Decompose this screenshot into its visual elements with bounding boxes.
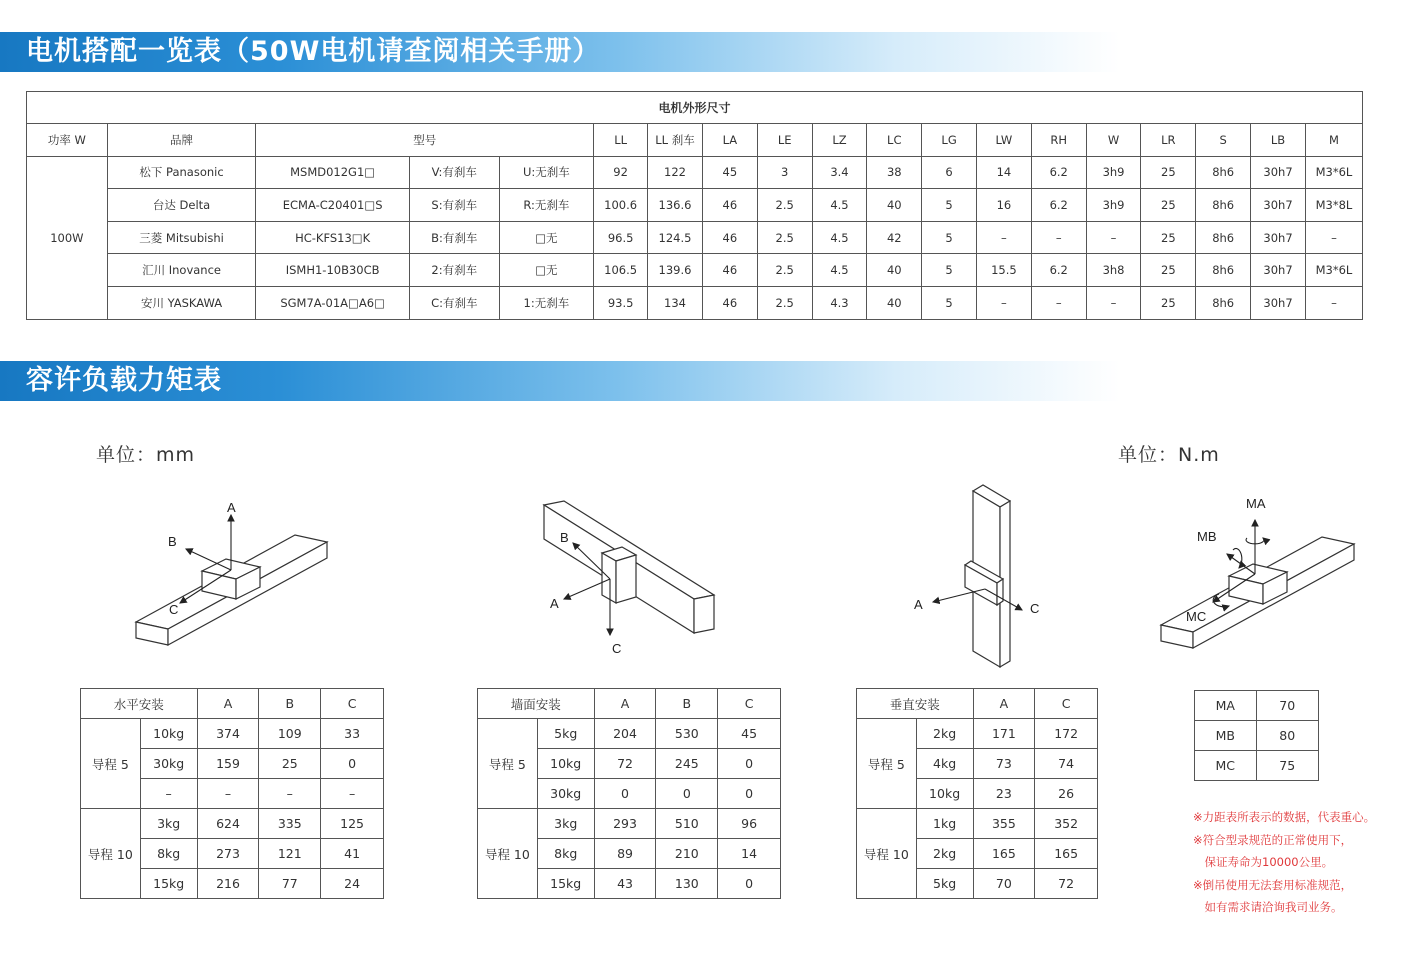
load-cell: 5kg xyxy=(537,719,594,749)
dim-cell: – xyxy=(1086,221,1141,254)
load-cell: 10kg xyxy=(916,779,973,809)
dim-cell: 4.5 xyxy=(812,221,867,254)
value-cell: 0 xyxy=(718,779,781,809)
dim-cell: 8h6 xyxy=(1196,221,1251,254)
model-cell: ECMA-C20401□S xyxy=(256,189,410,222)
value-cell: 74 xyxy=(1035,749,1098,779)
dim-cell: 42 xyxy=(867,221,922,254)
moment-value: 75 xyxy=(1256,751,1318,781)
load-cell: 10kg xyxy=(537,749,594,779)
dim-cell: 6.2 xyxy=(1031,189,1086,222)
header-dim: LR xyxy=(1141,124,1196,157)
table-header-row xyxy=(857,689,1098,719)
table-row xyxy=(27,156,1363,189)
section-title-load-moment: 容许负载力矩表 xyxy=(26,365,222,396)
table-row xyxy=(81,719,384,749)
header-dim: W xyxy=(1086,124,1141,157)
dim-cell: 4.5 xyxy=(812,254,867,287)
table-title: 墙面安装 xyxy=(478,689,595,719)
dim-cell: 8h6 xyxy=(1196,286,1251,319)
axis-label-a: A xyxy=(914,597,923,612)
brake-cell: C:有刹车 xyxy=(409,286,499,319)
col-header: A xyxy=(973,689,1035,719)
table-header-row xyxy=(81,689,384,719)
value-cell: 23 xyxy=(973,779,1035,809)
value-cell: 171 xyxy=(973,719,1035,749)
value-cell: 355 xyxy=(973,809,1035,839)
dim-cell: 15.5 xyxy=(976,254,1031,287)
axis-label-a: A xyxy=(227,500,236,515)
header-dim: LE xyxy=(757,124,812,157)
dim-cell: 96.5 xyxy=(594,221,648,254)
model-cell: SGM7A-01A□A6□ xyxy=(256,286,410,319)
dim-cell: 45 xyxy=(702,156,757,189)
dim-cell: 3h9 xyxy=(1086,189,1141,222)
lead-group-label: 导程 10 xyxy=(857,809,917,899)
section-banner-load-moment xyxy=(0,361,1120,401)
unit-label-mm: 单位：mm xyxy=(96,444,196,466)
load-cell: 30kg xyxy=(140,749,197,779)
table-row xyxy=(27,254,1363,287)
dim-cell: 2.5 xyxy=(757,254,812,287)
value-cell: 45 xyxy=(718,719,781,749)
col-header: C xyxy=(1035,689,1098,719)
dim-cell: M3*6L xyxy=(1305,254,1362,287)
note-line: 如有需求请洽询我司业务。 xyxy=(1193,900,1343,914)
moment-value: 80 xyxy=(1256,721,1318,751)
value-cell: 121 xyxy=(259,839,321,869)
load-cell: 1kg xyxy=(916,809,973,839)
col-header: A xyxy=(594,689,656,719)
axis-label-b: B xyxy=(560,530,569,545)
dim-cell: 25 xyxy=(1141,286,1196,319)
brand-cell: 安川 YASKAWA xyxy=(107,286,256,319)
section-banner-motor xyxy=(0,32,1120,72)
header-dim: LC xyxy=(867,124,922,157)
moment-diagram xyxy=(1155,490,1365,660)
header-model: 型号 xyxy=(256,124,594,157)
dim-cell: M3*6L xyxy=(1305,156,1362,189)
dim-cell: 93.5 xyxy=(594,286,648,319)
value-cell: 624 xyxy=(197,809,259,839)
axis-label-b: B xyxy=(168,534,177,549)
dim-cell: 124.5 xyxy=(648,221,703,254)
load-cell: 10kg xyxy=(140,719,197,749)
value-cell: 0 xyxy=(656,779,718,809)
dim-cell: 14 xyxy=(976,156,1031,189)
table-row xyxy=(857,809,1098,839)
value-cell: 0 xyxy=(594,779,656,809)
table-row xyxy=(27,286,1363,319)
table-row xyxy=(27,221,1363,254)
model-cell: HC-KFS13□K xyxy=(256,221,410,254)
dim-cell: 3.4 xyxy=(812,156,867,189)
dim-cell: 3h9 xyxy=(1086,156,1141,189)
col-header: B xyxy=(656,689,718,719)
dim-cell: 25 xyxy=(1141,254,1196,287)
dim-cell: 4.5 xyxy=(812,189,867,222)
horizontal-load-table xyxy=(80,688,384,899)
axis-label-a: A xyxy=(550,596,559,611)
brand-cell: 松下 Panasonic xyxy=(107,156,256,189)
table-header-row xyxy=(27,124,1363,157)
lead-group-label: 导程 10 xyxy=(81,809,141,899)
value-cell: 41 xyxy=(321,839,384,869)
wall-mount-diagram xyxy=(540,495,720,660)
axis-label-c: C xyxy=(1030,601,1040,616)
value-cell: 210 xyxy=(656,839,718,869)
dim-cell: 46 xyxy=(702,221,757,254)
load-cell: 15kg xyxy=(537,869,594,899)
brake-cell: V:有刹车 xyxy=(409,156,499,189)
table-title: 水平安装 xyxy=(81,689,198,719)
brake-cell: B:有刹车 xyxy=(409,221,499,254)
load-cell: 3kg xyxy=(537,809,594,839)
col-header: A xyxy=(197,689,259,719)
value-cell: 43 xyxy=(594,869,656,899)
model-cell: ISMH1-10B30CB xyxy=(256,254,410,287)
value-cell: – xyxy=(197,779,259,809)
value-cell: 293 xyxy=(594,809,656,839)
note-line: 保证寿命为10000公里。 xyxy=(1193,855,1334,869)
header-dim: LA xyxy=(702,124,757,157)
nobrake-cell: □无 xyxy=(499,254,594,287)
dim-cell: 5 xyxy=(922,221,977,254)
header-dim: LL 刹车 xyxy=(648,124,703,157)
dim-cell: 6 xyxy=(922,156,977,189)
table-row xyxy=(478,809,781,839)
table-row xyxy=(1195,691,1319,721)
dim-cell: 100.6 xyxy=(594,189,648,222)
dim-cell: 25 xyxy=(1141,221,1196,254)
dim-cell: – xyxy=(1086,286,1141,319)
load-cell: – xyxy=(140,779,197,809)
dim-cell: – xyxy=(976,286,1031,319)
value-cell: 245 xyxy=(656,749,718,779)
header-dim: M xyxy=(1305,124,1362,157)
table-header-row xyxy=(478,689,781,719)
nobrake-cell: 1:无刹车 xyxy=(499,286,594,319)
moment-name: MB xyxy=(1195,721,1257,751)
table-row xyxy=(27,189,1363,222)
brake-cell: S:有刹车 xyxy=(409,189,499,222)
value-cell: – xyxy=(259,779,321,809)
dim-cell: 30h7 xyxy=(1251,286,1306,319)
dim-cell: 46 xyxy=(702,254,757,287)
lead-group-label: 导程 10 xyxy=(478,809,538,899)
dim-cell: 5 xyxy=(922,286,977,319)
value-cell: 77 xyxy=(259,869,321,899)
header-dim: LB xyxy=(1251,124,1306,157)
table-row xyxy=(1195,721,1319,751)
header-dim: LZ xyxy=(812,124,867,157)
value-cell: 0 xyxy=(321,749,384,779)
section-title-motor: 电机搭配一览表（50W电机请查阅相关手册） xyxy=(26,36,601,67)
value-cell: 530 xyxy=(656,719,718,749)
notes xyxy=(1193,806,1375,919)
load-cell: 5kg xyxy=(916,869,973,899)
dim-cell: 139.6 xyxy=(648,254,703,287)
value-cell: 89 xyxy=(594,839,656,869)
value-cell: 374 xyxy=(197,719,259,749)
table-row xyxy=(857,719,1098,749)
dim-cell: 5 xyxy=(922,189,977,222)
value-cell: 72 xyxy=(594,749,656,779)
value-cell: 273 xyxy=(197,839,259,869)
dim-cell: M3*8L xyxy=(1305,189,1362,222)
brake-cell: 2:有刹车 xyxy=(409,254,499,287)
moment-label-mb: MB xyxy=(1197,529,1217,544)
table-title: 垂直安装 xyxy=(857,689,974,719)
value-cell: 352 xyxy=(1035,809,1098,839)
lead-group-label: 导程 5 xyxy=(478,719,538,809)
dim-cell: 46 xyxy=(702,189,757,222)
moment-name: MA xyxy=(1195,691,1257,721)
dim-cell: 3h8 xyxy=(1086,254,1141,287)
value-cell: 335 xyxy=(259,809,321,839)
value-cell: 172 xyxy=(1035,719,1098,749)
axis-label-c: C xyxy=(169,602,179,617)
dim-cell: 92 xyxy=(594,156,648,189)
value-cell: 73 xyxy=(973,749,1035,779)
note-line: ※符合型录规范的正常使用下， xyxy=(1193,832,1353,847)
dim-cell: – xyxy=(1305,286,1362,319)
load-cell: 2kg xyxy=(916,839,973,869)
header-dim: RH xyxy=(1031,124,1086,157)
value-cell: 204 xyxy=(594,719,656,749)
value-cell: 70 xyxy=(973,869,1035,899)
dim-cell: 38 xyxy=(867,156,922,189)
moment-table xyxy=(1194,690,1319,781)
model-cell: MSMD012G1□ xyxy=(256,156,410,189)
nobrake-cell: U:无刹车 xyxy=(499,156,594,189)
load-cell: 30kg xyxy=(537,779,594,809)
dim-cell: 40 xyxy=(867,254,922,287)
dim-cell: 30h7 xyxy=(1251,254,1306,287)
value-cell: 125 xyxy=(321,809,384,839)
nobrake-cell: R:无刹车 xyxy=(499,189,594,222)
horizontal-mount-diagram xyxy=(130,495,340,660)
wall-load-table xyxy=(477,688,781,899)
dim-cell: 46 xyxy=(702,286,757,319)
dim-cell: 2.5 xyxy=(757,221,812,254)
brand-cell: 三菱 Mitsubishi xyxy=(107,221,256,254)
dim-cell: 8h6 xyxy=(1196,254,1251,287)
value-cell: 72 xyxy=(1035,869,1098,899)
nobrake-cell: □无 xyxy=(499,221,594,254)
load-cell: 8kg xyxy=(140,839,197,869)
value-cell: 510 xyxy=(656,809,718,839)
brand-cell: 台达 Delta xyxy=(107,189,256,222)
dim-cell: 30h7 xyxy=(1251,189,1306,222)
dim-cell: 6.2 xyxy=(1031,254,1086,287)
load-cell: 15kg xyxy=(140,869,197,899)
dim-cell: 5 xyxy=(922,254,977,287)
dim-cell: – xyxy=(976,221,1031,254)
dim-cell: 6.2 xyxy=(1031,156,1086,189)
value-cell: 216 xyxy=(197,869,259,899)
dim-cell: 136.6 xyxy=(648,189,703,222)
moment-label-mc: MC xyxy=(1186,609,1207,624)
value-cell: 109 xyxy=(259,719,321,749)
dim-cell: 2.5 xyxy=(757,286,812,319)
dim-cell: 40 xyxy=(867,189,922,222)
value-cell: 25 xyxy=(259,749,321,779)
vertical-mount-diagram xyxy=(905,483,1050,673)
lead-group-label: 导程 5 xyxy=(81,719,141,809)
header-dim: LL xyxy=(594,124,648,157)
col-header: B xyxy=(259,689,321,719)
dim-cell: 25 xyxy=(1141,189,1196,222)
value-cell: 0 xyxy=(718,749,781,779)
col-header: C xyxy=(718,689,781,719)
dim-cell: 134 xyxy=(648,286,703,319)
load-cell: 8kg xyxy=(537,839,594,869)
value-cell: – xyxy=(321,779,384,809)
header-dim: LW xyxy=(976,124,1031,157)
header-dim: S xyxy=(1196,124,1251,157)
load-cell: 2kg xyxy=(916,719,973,749)
value-cell: 14 xyxy=(718,839,781,869)
dim-cell: – xyxy=(1031,286,1086,319)
note-line: ※倒吊使用无法套用标准规范， xyxy=(1193,877,1353,892)
dim-cell: 16 xyxy=(976,189,1031,222)
header-power: 功率 W xyxy=(27,124,108,157)
dim-cell: 8h6 xyxy=(1196,189,1251,222)
dim-cell: 106.5 xyxy=(594,254,648,287)
note-line: ※力距表所表示的数据，代表重心。 xyxy=(1193,810,1376,824)
value-cell: 165 xyxy=(973,839,1035,869)
value-cell: 0 xyxy=(718,869,781,899)
load-cell: 4kg xyxy=(916,749,973,779)
table-row xyxy=(1195,751,1319,781)
moment-label-ma: MA xyxy=(1246,496,1266,511)
value-cell: 130 xyxy=(656,869,718,899)
dim-cell: 2.5 xyxy=(757,189,812,222)
axis-label-c: C xyxy=(612,641,622,656)
power-value: 100W xyxy=(27,156,108,319)
lead-group-label: 导程 5 xyxy=(857,719,917,809)
vertical-load-table xyxy=(856,688,1098,899)
value-cell: 26 xyxy=(1035,779,1098,809)
dim-cell: 4.3 xyxy=(812,286,867,319)
moment-name: MC xyxy=(1195,751,1257,781)
dim-cell: – xyxy=(1305,221,1362,254)
value-cell: 96 xyxy=(718,809,781,839)
table-row xyxy=(81,809,384,839)
value-cell: 165 xyxy=(1035,839,1098,869)
table-row xyxy=(478,719,781,749)
value-cell: 24 xyxy=(321,869,384,899)
header-dim: LG xyxy=(922,124,977,157)
col-header: C xyxy=(321,689,384,719)
dim-cell: 3 xyxy=(757,156,812,189)
header-brand: 品牌 xyxy=(107,124,256,157)
value-cell: 159 xyxy=(197,749,259,779)
table-caption: 电机外形尺寸 xyxy=(27,92,1363,124)
unit-label-nm: 单位：N.m xyxy=(1118,444,1220,466)
load-cell: 3kg xyxy=(140,809,197,839)
motor-dimension-table xyxy=(26,91,1363,320)
dim-cell: 122 xyxy=(648,156,703,189)
dim-cell: – xyxy=(1031,221,1086,254)
dim-cell: 25 xyxy=(1141,156,1196,189)
value-cell: 33 xyxy=(321,719,384,749)
dim-cell: 8h6 xyxy=(1196,156,1251,189)
dim-cell: 30h7 xyxy=(1251,156,1306,189)
dim-cell: 40 xyxy=(867,286,922,319)
moment-value: 70 xyxy=(1256,691,1318,721)
brand-cell: 汇川 Inovance xyxy=(107,254,256,287)
dim-cell: 30h7 xyxy=(1251,221,1306,254)
